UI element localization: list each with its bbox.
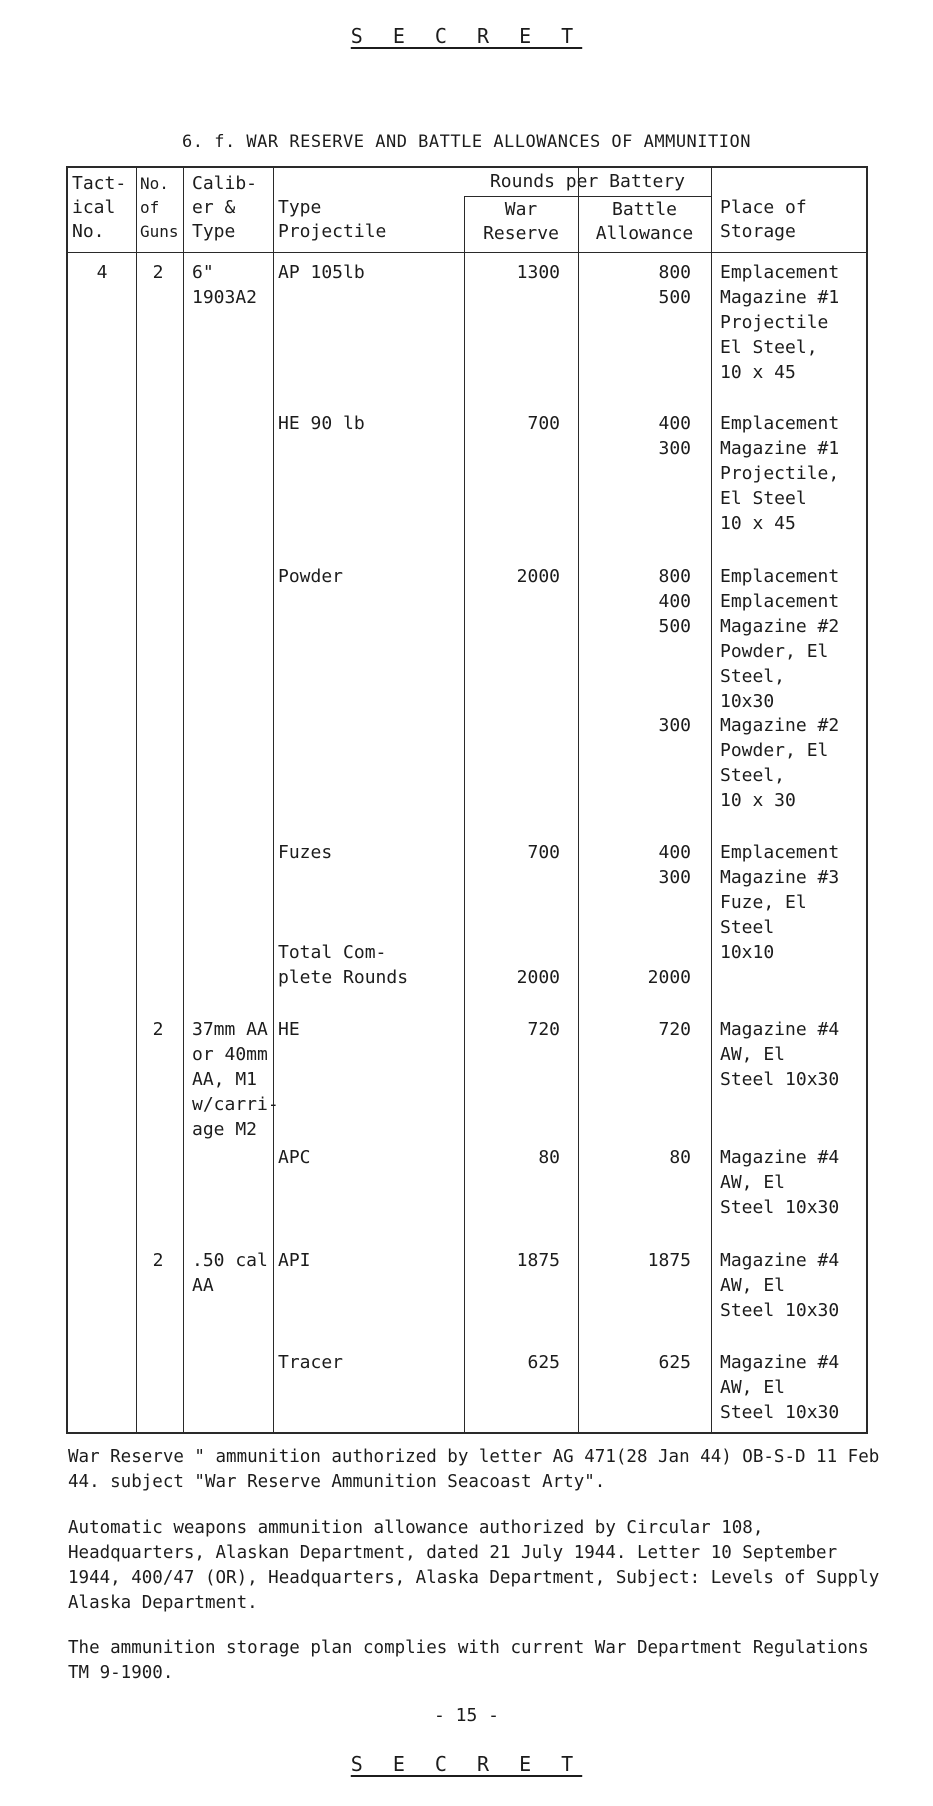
column-divider xyxy=(273,168,274,1432)
projectile-cell: Total Com- plete Rounds xyxy=(278,942,409,988)
guns-cell: 2 xyxy=(152,1019,164,1040)
header-caliber-type: Calib- er & Type xyxy=(192,173,258,242)
projectile-cell: APC xyxy=(278,1147,311,1168)
battle-allowance-cell: 625 xyxy=(658,1352,691,1373)
classification-footer: S E C R E T xyxy=(350,1752,583,1776)
header-no-of-guns: No. of Guns xyxy=(140,174,179,241)
note-automatic-weapons: Automatic weapons ammunition allowance authorized by Circular 108, Headquarters, Alaskan Department, dated 21 July 1944. Letter 10 September 1944, 400/47 (OR), Headquarters, Alaska Department, Subject: Levels of Supply Alaska Department. xyxy=(68,1518,880,1613)
war-reserve-cell: 2000 xyxy=(516,967,560,988)
storage-cell: Emplacement Magazine #3 Fuze, El Steel 10x10 xyxy=(720,842,840,963)
storage-cell: Magazine #4 AW, El Steel 10x30 xyxy=(720,1147,840,1218)
storage-cell: Emplacement Magazine #1 Projectile, El Steel 10 x 45 xyxy=(720,413,840,534)
storage-cell: Magazine #4 AW, El Steel 10x30 xyxy=(720,1250,840,1321)
war-reserve-cell: 1875 xyxy=(516,1250,560,1271)
storage-cell: Magazine #2 Powder, El Steel, 10 x 30 xyxy=(720,715,840,811)
header-rounds-per-battery: Rounds per Battery xyxy=(489,171,686,192)
war-reserve-cell: 625 xyxy=(527,1352,560,1373)
header-divider xyxy=(464,196,711,197)
header-bottom-rule xyxy=(68,252,866,253)
war-reserve-cell: 2000 xyxy=(516,566,560,587)
storage-cell: Emplacement Emplacement Magazine #2 Powder, El Steel, 10x30 xyxy=(720,566,840,712)
column-divider xyxy=(136,168,137,1432)
header-type-projectile: Type Projectile xyxy=(278,197,387,242)
battle-allowance-cell: 720 xyxy=(658,1019,691,1040)
battle-allowance-cell: 1875 xyxy=(647,1250,691,1271)
projectile-cell: Powder xyxy=(278,566,344,587)
battle-allowance-cell: 400 300 xyxy=(658,842,691,888)
projectile-cell: HE xyxy=(278,1019,300,1040)
classification-header: S E C R E T xyxy=(350,24,583,48)
page-number: - 15 - xyxy=(433,1705,500,1726)
war-reserve-cell: 1300 xyxy=(516,262,560,283)
projectile-cell: Tracer xyxy=(278,1352,344,1373)
tactical-no-cell: 4 xyxy=(96,262,108,283)
war-reserve-cell: 700 xyxy=(527,842,560,863)
ammunition-table xyxy=(66,166,868,1434)
battle-allowance-cell: 800 500 xyxy=(658,262,691,308)
column-divider xyxy=(711,168,712,1432)
column-divider xyxy=(183,168,184,1432)
projectile-cell: AP 105lb xyxy=(278,262,365,283)
guns-cell: 2 xyxy=(152,1250,164,1271)
guns-cell: 2 xyxy=(152,262,164,283)
header-battle-allowance: Battle Allowance xyxy=(595,199,694,244)
note-storage-plan: The ammunition storage plan complies with current War Department Regulations TM 9-1900. xyxy=(68,1638,869,1683)
caliber-cell: .50 cal AA xyxy=(192,1250,268,1296)
column-divider xyxy=(578,168,579,1432)
projectile-cell: API xyxy=(278,1250,311,1271)
header-tactical-no: Tact- ical No. xyxy=(72,173,127,242)
war-reserve-cell: 80 xyxy=(538,1147,560,1168)
projectile-cell: Fuzes xyxy=(278,842,333,863)
war-reserve-cell: 720 xyxy=(527,1019,560,1040)
war-reserve-cell: 700 xyxy=(527,413,560,434)
battle-allowance-cell: 300 xyxy=(658,715,691,736)
header-place-of-storage: Place of Storage xyxy=(720,197,807,242)
note-war-reserve: War Reserve " ammunition authorized by letter AG 471(28 Jan 44) OB-S-D 11 Feb 44. subject "War Reserve Ammunition Seacoast Arty". xyxy=(68,1447,880,1492)
column-divider xyxy=(464,196,465,1432)
battle-allowance-cell: 2000 xyxy=(647,967,691,988)
storage-cell: Magazine #4 AW, El Steel 10x30 xyxy=(720,1019,840,1090)
storage-cell: Emplacement Magazine #1 Projectile El Steel, 10 x 45 xyxy=(720,262,840,383)
battle-allowance-cell: 80 xyxy=(669,1147,691,1168)
storage-cell: Magazine #4 AW, El Steel 10x30 xyxy=(720,1352,840,1423)
caliber-cell: 37mm AA or 40mm AA, M1 w/carri- age M2 xyxy=(192,1019,279,1140)
section-title: 6. f. WAR RESERVE AND BATTLE ALLOWANCES OF AMMUNITION xyxy=(182,132,751,152)
projectile-cell: HE 90 lb xyxy=(278,413,365,434)
caliber-cell: 6" 1903A2 xyxy=(192,262,258,308)
battle-allowance-cell: 400 300 xyxy=(658,413,691,459)
battle-allowance-cell: 800 400 500 xyxy=(658,566,691,637)
header-war-reserve: War Reserve xyxy=(483,199,559,244)
